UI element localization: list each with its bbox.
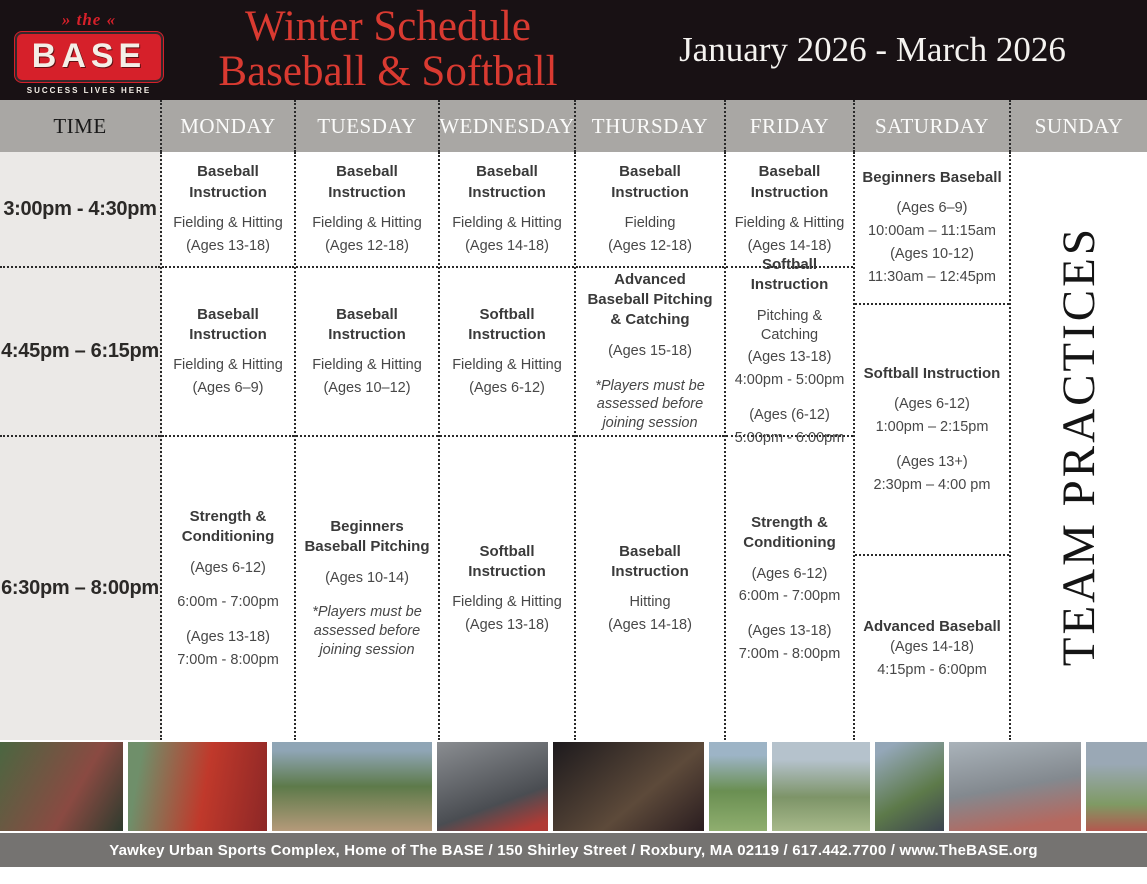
session-line: Fielding & Hitting [734, 214, 845, 231]
cell-thursday-row3 [576, 437, 724, 740]
session-line: (Ages 13-18) [186, 629, 270, 646]
session-title: Baseball Instruction [611, 542, 689, 581]
session-line: (Ages 14-18) [890, 638, 974, 655]
session-line: 4:15pm - 6:00pm [877, 661, 987, 678]
session-line: Fielding & Hitting [173, 357, 283, 374]
session-line: (Ages 6-12) [190, 559, 266, 576]
title-line-2: Baseball & Softball [218, 48, 558, 95]
wednesday-column [440, 152, 576, 740]
session-line: (Ages 6–9) [192, 380, 264, 397]
session-line: (Ages 13-18) [465, 617, 549, 634]
session-line: (Ages 6-12) [751, 565, 828, 582]
session-line: (Ages 13-18) [747, 623, 832, 640]
session-line: (Ages 14-18) [747, 237, 832, 254]
cell-wednesday-row2 [440, 268, 574, 437]
session-title: Strength & Conditioning [181, 508, 275, 546]
session-line: (Ages 14-18) [465, 237, 549, 254]
session-line: 7:00m - 8:00pm [177, 652, 279, 669]
cell-monday-row1 [162, 152, 294, 268]
session-line: (Ages (6-12) [749, 407, 830, 424]
friday-column [726, 152, 855, 740]
column-header-tuesday: TUESDAY [296, 100, 440, 152]
session-title: Baseball Instruction [189, 163, 267, 201]
logo-base-text: BASE [31, 37, 147, 75]
session-title: Baseball Instruction [468, 163, 546, 201]
column-header-thursday: THURSDAY [576, 100, 726, 152]
session-line: 5:00pm - 6:00pm [734, 429, 845, 446]
session-line: (Ages 6–9) [896, 200, 968, 217]
cell-friday-row2 [726, 256, 853, 446]
column-header-saturday: SATURDAY [855, 100, 1011, 152]
session-line: Fielding [624, 214, 676, 231]
session-line: 4:00pm - 5:00pm [734, 372, 845, 389]
cell-saturday-afternoon [855, 305, 1009, 556]
photo-10 [1086, 742, 1147, 831]
cell-saturday-evening [855, 556, 1009, 740]
date-range: January 2026 - March 2026 [679, 30, 1066, 69]
cell-thursday-row1 [576, 152, 724, 268]
title-line-1: Winter Schedule [244, 3, 532, 51]
session-line: Hitting [629, 594, 671, 611]
time-slot-3 [0, 437, 160, 740]
cell-wednesday-row1 [440, 152, 574, 268]
photo-1 [0, 742, 123, 831]
cell-thursday-row2 [576, 268, 724, 437]
footer-bar [0, 833, 1147, 867]
session-title: Beginners Baseball [862, 169, 1002, 187]
cell-friday-row1 [726, 152, 853, 268]
session-title: Baseball Instruction [611, 163, 689, 201]
schedule-grid [0, 152, 1147, 740]
column-header-friday: FRIDAY [726, 100, 855, 152]
session-line: (Ages 10–12) [323, 380, 411, 397]
session-line: 7:00m - 8:00pm [738, 646, 841, 663]
cell-friday-row3 [726, 437, 853, 740]
column-header-sunday: SUNDAY [1034, 113, 1124, 138]
tuesday-column [296, 152, 440, 740]
column-header-monday: MONDAY [162, 100, 296, 152]
cell-tuesday-row1 [296, 152, 438, 268]
photo-3 [272, 742, 432, 831]
page-header [0, 0, 1147, 100]
session-title: Baseball Instruction [189, 305, 267, 344]
session-line: (Ages 10-12) [890, 246, 974, 263]
schedule-title [178, 0, 598, 100]
session-title: Softball Instruction [863, 365, 1001, 383]
date-area [598, 0, 1147, 100]
cell-tuesday-row2 [296, 268, 438, 437]
logo-tagline: SUCCESS LIVES HERE [26, 85, 152, 95]
photo-strip [0, 740, 1147, 833]
session-line: 6:00m - 7:00pm [738, 588, 841, 605]
session-note: *Players must be assessed before joining session [312, 604, 422, 659]
session-title: Softball Instruction [468, 542, 546, 581]
day-header-row [0, 100, 1147, 152]
session-title: Advanced Baseball Pitching & Catching [587, 270, 713, 329]
time-slot-1-label: 3:00pm - 4:30pm [3, 197, 157, 220]
time-slot-1 [0, 152, 160, 268]
photo-8 [875, 742, 945, 831]
column-header-wednesday: WEDNESDAY [440, 100, 576, 152]
time-slot-2 [0, 268, 160, 437]
saturday-column [855, 152, 1011, 740]
monday-column [162, 152, 296, 740]
cell-tuesday-row3 [296, 437, 438, 740]
cell-saturday-morning [855, 152, 1009, 305]
session-title: Strength & Conditioning [743, 514, 836, 552]
photo-6 [709, 742, 766, 831]
session-note: *Players must be assessed before joining session [595, 377, 705, 432]
base-logo [0, 0, 178, 100]
session-line: Fielding & Hitting [312, 214, 422, 231]
session-line: Fielding & Hitting [452, 357, 562, 374]
session-line: Pitching & Catching [756, 307, 823, 343]
photo-5 [553, 742, 705, 831]
session-line: Fielding & Hitting [452, 214, 562, 231]
session-title: Advanced Baseball [863, 617, 1001, 635]
logo-the-text: » the « [61, 9, 117, 29]
session-title: Baseball Instruction [328, 163, 406, 201]
session-line: (Ages 12-18) [325, 237, 409, 254]
session-line: 10:00am – 11:15am [868, 223, 996, 240]
cell-monday-row3 [162, 437, 294, 740]
session-line: 6:00m - 7:00pm [177, 594, 279, 611]
cell-monday-row2 [162, 268, 294, 437]
sunday-column [1011, 152, 1147, 740]
session-title: Softball Instruction [750, 256, 829, 294]
footer-address: Yawkey Urban Sports Complex, Home of The BASE / 150 Shirley Street / Roxbury, MA 02119 / 617.442.7700 / www.TheBASE.org [109, 841, 1038, 859]
session-line: 2:30pm – 4:00 pm [873, 476, 991, 493]
session-line: (Ages 15-18) [608, 342, 692, 359]
session-line: (Ages 14-18) [608, 617, 692, 634]
session-title: Baseball Instruction [750, 163, 829, 201]
photo-4 [437, 742, 548, 831]
session-line: (Ages 13-18) [747, 349, 832, 366]
session-line: (Ages 10-14) [325, 569, 409, 586]
session-line: (Ages 6-12) [894, 396, 970, 413]
session-line: (Ages 13-18) [186, 237, 270, 254]
cell-wednesday-row3 [440, 437, 574, 740]
time-slot-3-label: 6:30pm – 8:00pm [1, 577, 159, 599]
session-title: Softball Instruction [468, 305, 546, 344]
session-line: Fielding & Hitting [312, 357, 422, 374]
sunday-team-practices-label: TEAM PRACTICES [1053, 225, 1105, 667]
photo-9 [949, 742, 1080, 831]
time-column [0, 152, 162, 740]
column-header-time: TIME [0, 100, 162, 152]
session-line: (Ages 13+) [896, 454, 968, 471]
session-line: Fielding & Hitting [452, 594, 562, 611]
session-title: Baseball Instruction [328, 305, 406, 344]
logo-banner [15, 32, 163, 82]
session-line: (Ages 12-18) [608, 237, 692, 254]
photo-2 [128, 742, 267, 831]
session-line: 11:30am – 12:45pm [868, 268, 996, 285]
thursday-column [576, 152, 726, 740]
photo-7 [772, 742, 870, 831]
time-slot-2-label: 4:45pm – 6:15pm [1, 340, 159, 362]
session-line: (Ages 6-12) [469, 380, 545, 397]
session-line: 1:00pm – 2:15pm [875, 419, 989, 436]
session-title: Beginners Baseball Pitching [304, 518, 430, 556]
session-line: Fielding & Hitting [173, 214, 283, 231]
